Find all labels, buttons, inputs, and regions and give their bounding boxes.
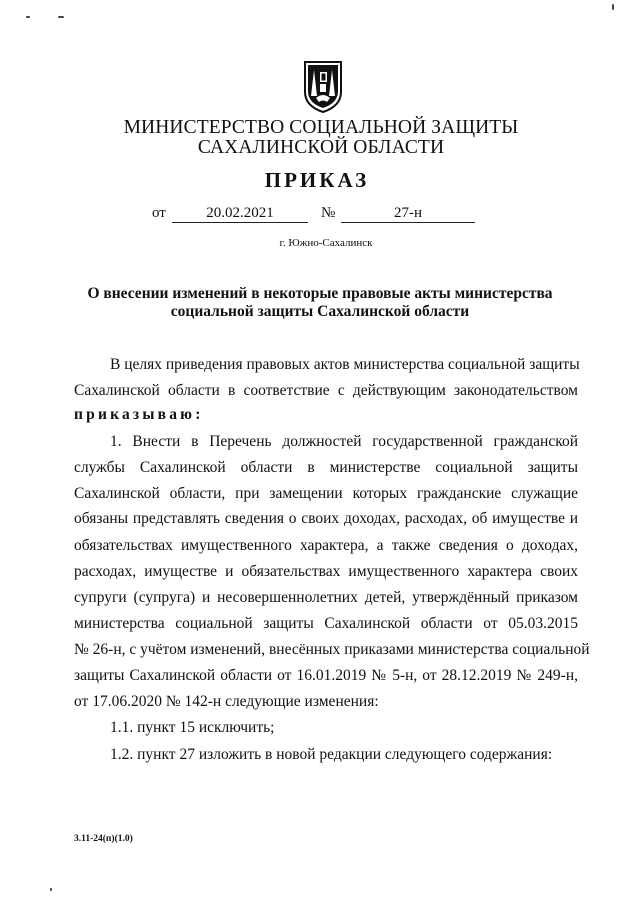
body-line: В целях приведения правовых актов министерства социальной защиты	[110, 356, 580, 373]
scan-speck	[50, 888, 52, 891]
body-line: 1.2. пункт 27 изложить в новой редакции следующего содержания:	[110, 746, 553, 763]
subject-line-1: О внесении изменений в некоторые правовые акты министерства	[87, 285, 553, 302]
date-label: от	[152, 205, 166, 221]
body-line: министерства социальной защиты Сахалинской области от 05.03.2015	[74, 615, 578, 632]
order-date: 20.02.2021	[172, 205, 308, 223]
subject-line-2: социальной защиты Сахалинской области	[170, 303, 470, 320]
scan-speck	[26, 16, 30, 18]
body-line: 1. Внести в Перечень должностей государственной гражданской	[110, 433, 578, 450]
body-line-directive	[74, 405, 578, 425]
body-line: обязаны представлять сведения о своих доходах, расходах, об имуществе и	[74, 510, 578, 527]
body-line: службы Сахалинской области в министерстве социальной защиты	[74, 459, 578, 476]
body-line: № 26-н, с учётом изменений, внесённых приказами министерства социальной	[74, 641, 590, 658]
coat-of-arms-icon	[299, 58, 347, 114]
document-type-title: ПРИКАЗ	[264, 168, 370, 192]
order-number: 27-н	[341, 205, 475, 223]
ministry-name-line-2: САХАЛИНСКОЙ ОБЛАСТИ	[197, 137, 445, 158]
body-line: супруги (супруга) и несовершеннолетних детей, утверждённый приказом	[74, 589, 578, 606]
order-details-row	[0, 205, 634, 227]
body-line: от 17.06.2020 № 142-н следующие изменения:	[74, 693, 379, 710]
body-line: защиты Сахалинской области от 16.01.2019 № 5-н, от 28.12.2019 № 249-н,	[74, 667, 578, 684]
directive-word: приказываю:	[74, 406, 204, 423]
body-line: обязательствах имущественного характера, а также сведения о доходах,	[74, 537, 578, 554]
body-line: Сахалинской области в соответствие с действующим законодательством	[74, 382, 578, 399]
scan-speck	[612, 4, 614, 10]
body-line: Сахалинской области, при замещении которых гражданские служащие	[74, 485, 578, 502]
body-line: 1.1. пункт 15 исключить;	[110, 719, 275, 736]
scan-speck	[58, 16, 64, 18]
issue-city: г. Южно-Сахалинск	[279, 237, 373, 249]
body-line: расходах, имуществе и обязательствах имущественного характера своих	[74, 563, 578, 580]
ministry-name-line-1: МИНИСТЕРСТВО СОЦИАЛЬНОЙ ЗАЩИТЫ	[123, 117, 519, 138]
number-label: №	[321, 205, 336, 221]
footer-form-code: 3.11-24(п)(1.0)	[74, 834, 133, 844]
